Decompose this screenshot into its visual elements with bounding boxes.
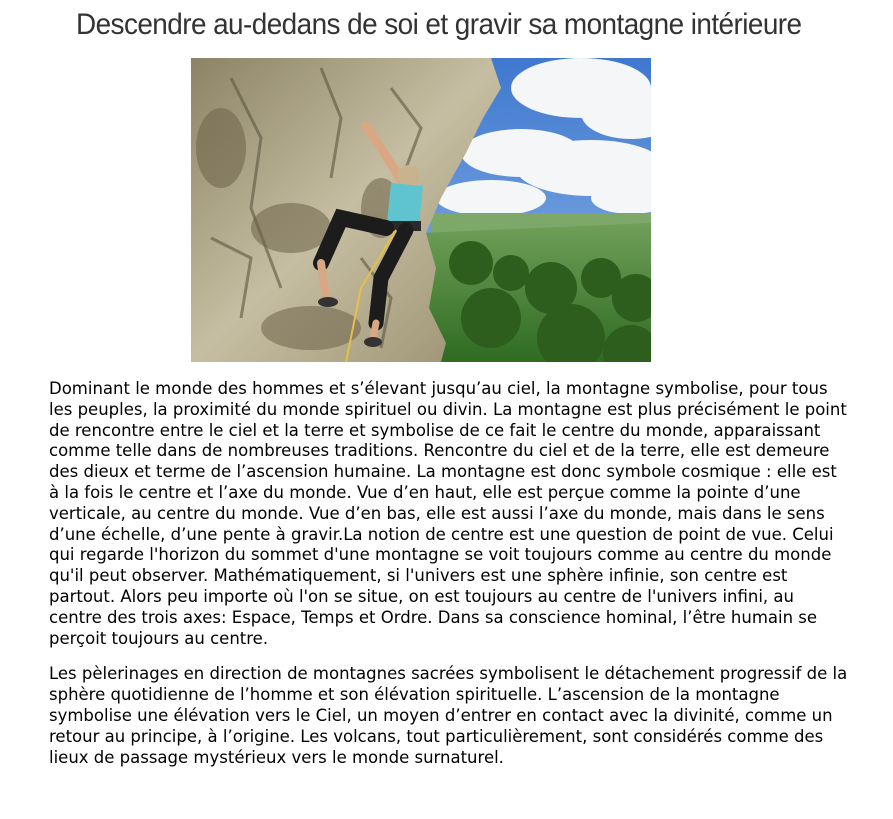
climber-photo xyxy=(191,58,651,362)
paragraph: Les pèlerinages en direction de montagnes sacrées symbolisent le détachement progressif de la sphère quotidienne de l’homme et son élévation spirituelle. L’ascension de la montagne symbolise une élévation vers le Ciel, un moyen d’entrer en contact avec la divinité, comme un retour au principe, à l’origine. Les volcans, tout particulièrement, sont considérés comme des lieux de passage mystérieux vers le monde surnaturel. xyxy=(49,664,848,767)
page-title: Descendre au-dedans de soi et gravir sa montagne intérieure xyxy=(76,8,802,41)
climber-photo-illustration xyxy=(191,58,651,362)
paragraph: Dominant le monde des hommes et s’élevant jusqu’au ciel, la montagne symbolise, pour tous les peuples, la proximité du monde spirituel ou divin. La montagne est plus précisément le point de rencontre entre le ciel et la terre et symbolise de ce fait le centre du monde, apparaissant comme telle dans de nombreuses traditions. Rencontre du ciel et de la terre, elle est demeure des dieux et terme de l’ascension humaine. La montagne est donc symbole cosmique : elle est à la fois le centre et l’axe du monde. Vue d’en haut, elle est perçue comme la pointe d’une verticale, au centre du monde. Vue d’en bas, elle est aussi l’axe du monde, mais dans le sens d’une échelle, d’une pente à gravir.La notion de centre est une question de point de vue. Celui qui regarde l'horizon du sommet d'une montagne se voit toujours comme au centre du monde qu'il peut observer. Mathématiquement, si l'univers est une sphère infinie, son centre est partout. Alors peu importe où l'on se situe, on est toujours au centre de l'univers infini, au centre des trois axes: Espace, Temps et Ordre. Dans sa conscience hominal, l’être humain se perçoit toujours au centre. xyxy=(49,379,847,648)
article-body xyxy=(49,379,849,768)
